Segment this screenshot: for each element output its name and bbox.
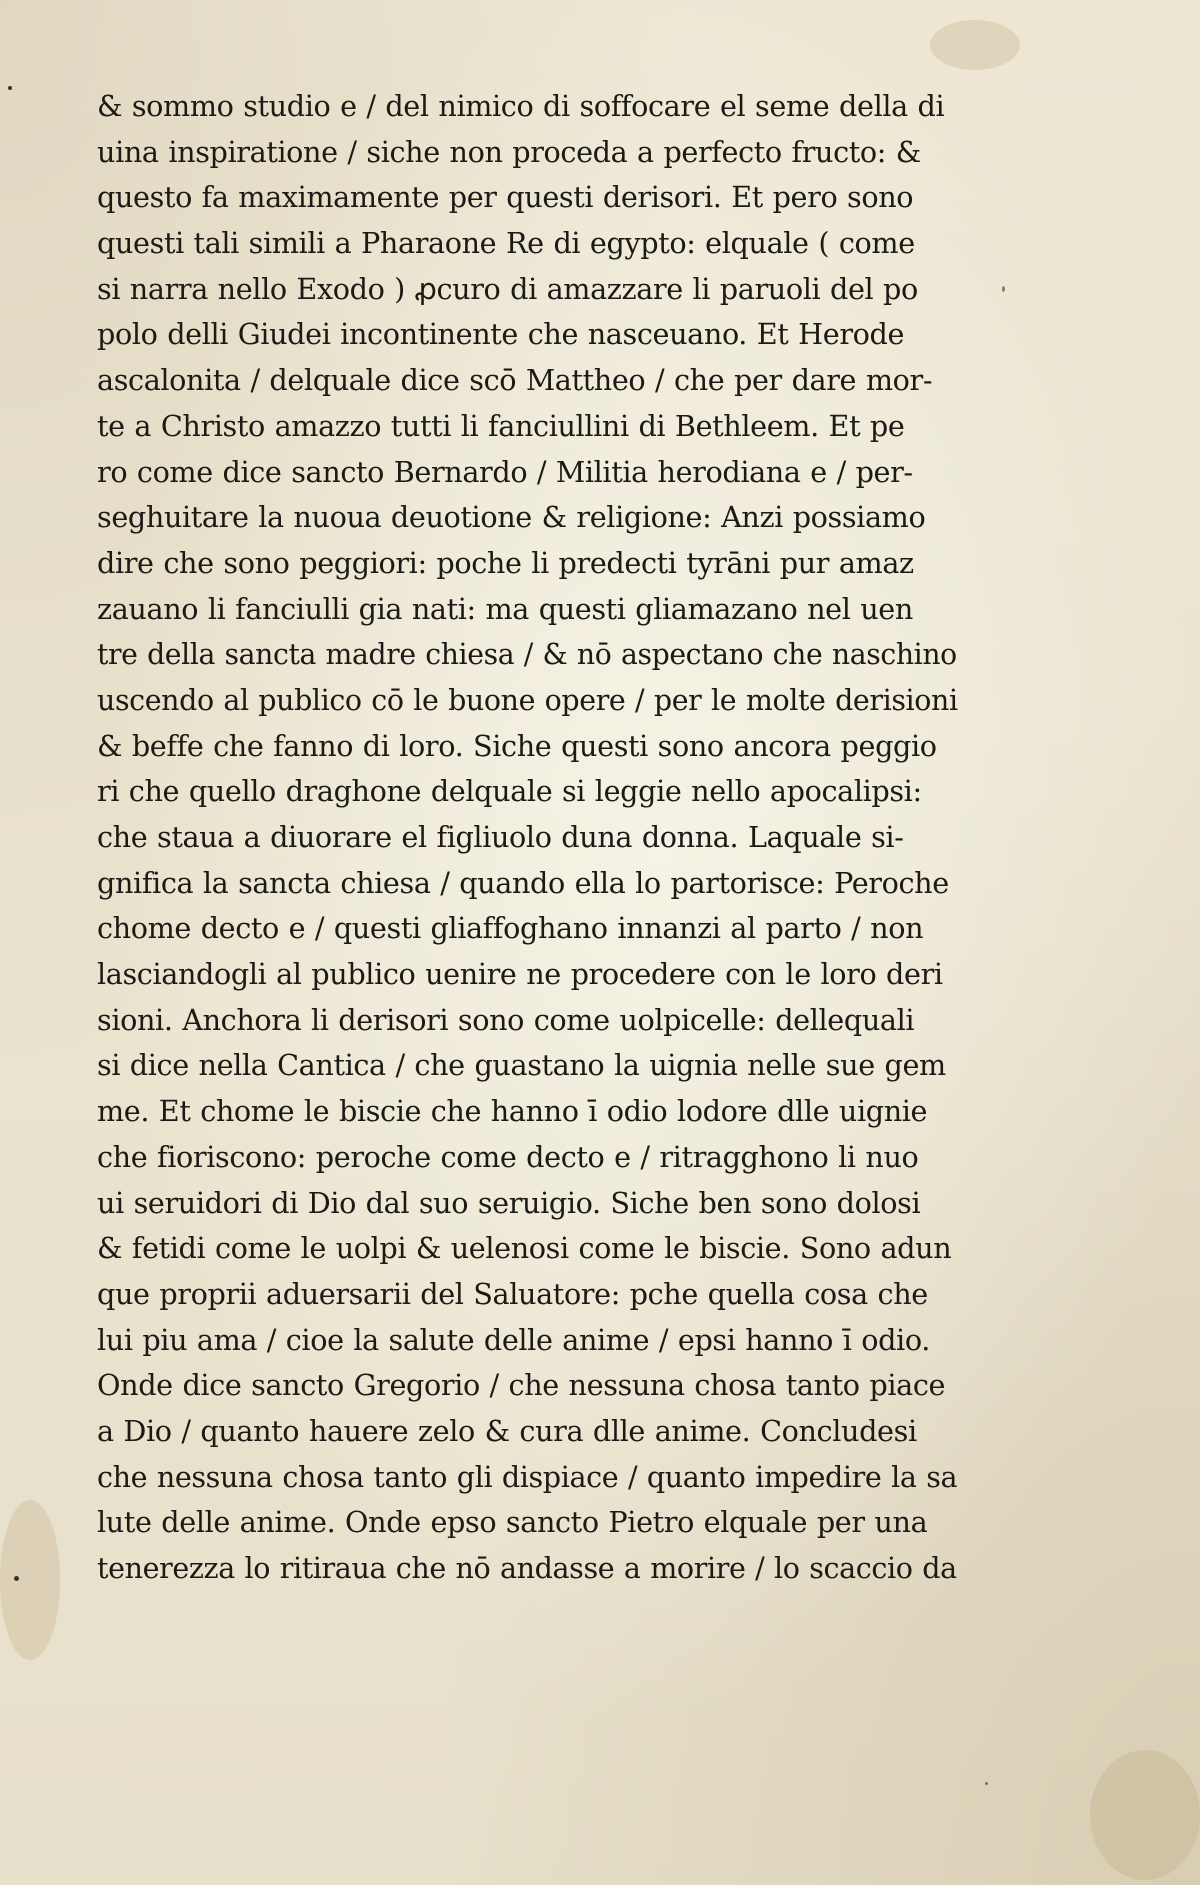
text-line: a Dio / quanto hauere zelo & cura dlle anime. Concludesi [97,1413,917,1448]
text-line: uina inspiratione / siche non proceda a perfecto fructo: & [97,134,921,169]
text-line: seghuitare la nuoua deuotione & religione: Anzi possiamo [97,500,926,535]
text-line: che nessuna chosa tanto gli dispiace / quanto impedire la sa [97,1459,958,1494]
text-line: gnifica la sancta chiesa / quando ella lo partorisce: Peroche [97,865,949,900]
text-line: zauano li fanciulli gia nati: ma questi gliamazano nel uen [97,591,913,626]
text-line: sioni. Anchora li derisori sono come uolpicelle: dellequali [97,1002,915,1037]
text-line: polo delli Giudei incontinente che nasceuano. Et Herode [97,317,905,352]
text-line: si narra nello Exodo ) ꝓcuro di amazzare li paruoli del po [97,271,918,306]
text-line: & beffe che fanno di loro. Siche questi sono ancora peggio [97,728,937,763]
text-line: lasciandogli al publico uenire ne procedere con le loro deri [97,957,943,992]
text-line: che fioriscono: peroche come decto e / ritragghono li nuo [97,1139,919,1174]
text-line: che staua a diuorare el figliuolo duna donna. Laquale si- [97,820,904,854]
text-line: si dice nella Cantica / che guastano la uignia nelle sue gem [97,1048,946,1083]
text-line: tre della sancta madre chiesa / & nō aspectano che naschino [97,637,957,672]
text-line: uscendo al publico cō le buone opere / per le molte derisioni [97,682,958,717]
text-line: ri che quello draghone delquale si leggie nello apocalipsi: [97,774,922,809]
text-line: chome decto e / questi gliaffoghano innanzi al parto / non [97,911,924,946]
text-line: te a Christo amazzo tutti li fanciullini di Bethleem. Et pe [97,408,905,443]
paper-stain [1090,1750,1200,1880]
text-line: dire che sono peggiori: poche li predecti tyrāni pur amaz [97,545,914,580]
ink-speck [985,1782,988,1785]
ink-speck [8,86,12,90]
text-line: que proprii aduersarii del Saluatore: pche quella cosa che [97,1276,928,1311]
page-text [97,84,967,1592]
ink-speck [14,1576,19,1581]
text-line: me. Et chome le biscie che hanno ī odio lodore dlle uignie [97,1094,928,1129]
text-line: Onde dice sancto Gregorio / che nessuna chosa tanto piace [97,1368,946,1403]
text-line: tenerezza lo ritiraua che nō andasse a morire / lo scaccio da [97,1551,957,1585]
text-line: questi tali simili a Pharaone Re di egypto: elquale ( come [97,226,915,261]
text-line: & sommo studio e / del nimico di soffocare el seme della di [97,89,945,123]
text-line: ro come dice sancto Bernardo / Militia herodiana e / per- [97,454,913,489]
text-line: & fetidi come le uolpi & uelenosi come le biscie. Sono adun [97,1231,952,1266]
text-line: lute delle anime. Onde epso sancto Pietro elquale per una [97,1505,928,1540]
paper-stain [0,1500,60,1660]
text-line: ascalonita / delquale dice scō Mattheo / che per dare mor- [97,363,933,398]
text-line: questo fa maximamente per questi derisori. Et pero sono [97,180,914,215]
paper-stain [930,20,1020,70]
ink-speck [1002,286,1005,292]
text-line: lui piu ama / cioe la salute delle anime / epsi hanno ī odio. [97,1322,930,1357]
text-line: ui seruidori di Dio dal suo seruigio. Siche ben sono dolosi [97,1185,921,1220]
